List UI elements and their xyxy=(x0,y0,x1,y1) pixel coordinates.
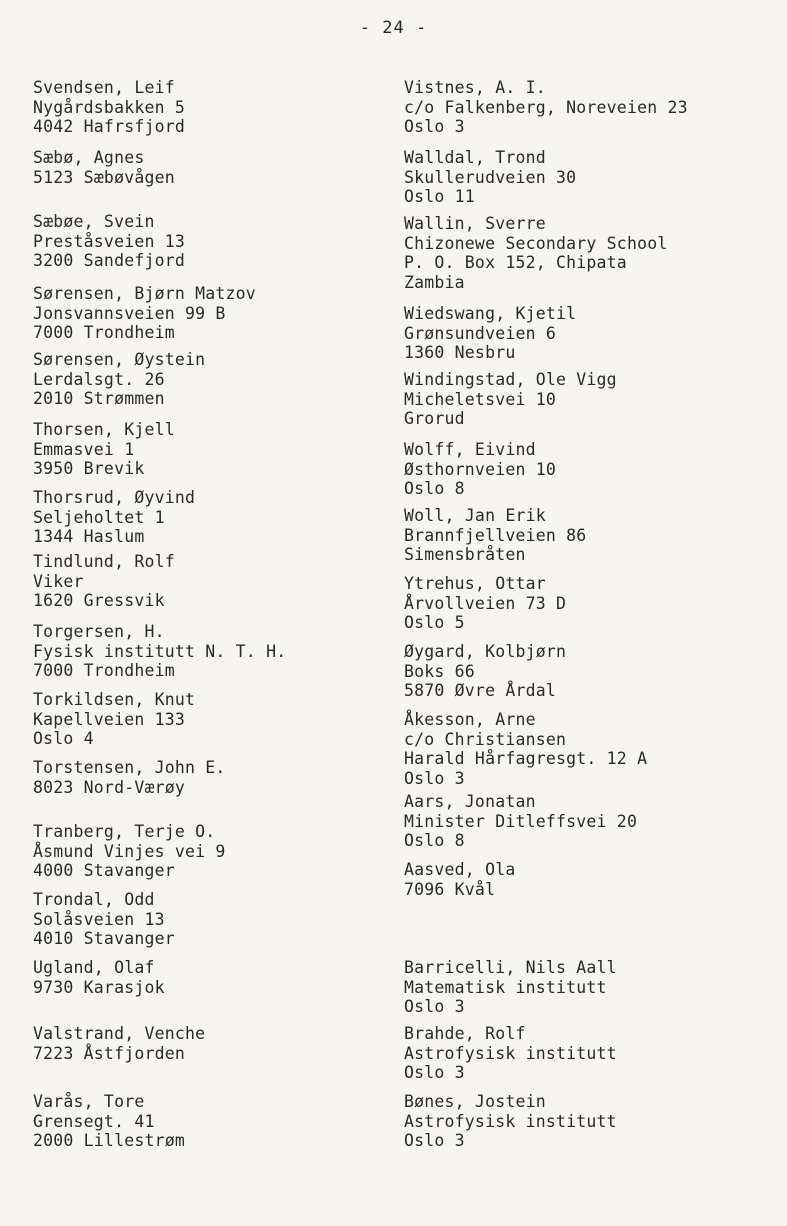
entry-name: Tranberg, Terje O. xyxy=(33,822,216,841)
entry-address-line: P. O. Box 152, Chipata xyxy=(404,253,627,272)
entry-name: Torstensen, John E. xyxy=(33,758,226,777)
entry-address-line: 1344 Haslum xyxy=(33,527,145,546)
entry-address-line: Skullerudveien 30 xyxy=(404,167,577,187)
address-entry xyxy=(404,506,764,565)
entry-address-line: Oslo 8 xyxy=(404,831,465,850)
entry-address-line: c/o Christiansen xyxy=(404,729,567,749)
entry-address-line: Grønsundveien 6 xyxy=(404,323,557,343)
entry-address-line: Brannfjellveien 86 xyxy=(404,525,587,545)
entry-address-line: Chizonewe Secondary School xyxy=(404,233,668,253)
entry-address-line: Matematisk institutt xyxy=(404,977,607,997)
entry-address-line: Årvollveien 73 D xyxy=(404,593,567,613)
entry-name: Thorsrud, Øyvind xyxy=(33,488,196,507)
entry-name: Valstrand, Venche xyxy=(33,1024,206,1043)
entry-name: Wiedswang, Kjetil xyxy=(404,304,577,323)
address-entry xyxy=(33,148,393,187)
entry-name: Brahde, Rolf xyxy=(404,1024,526,1043)
entry-name: Aasved, Ola xyxy=(404,860,516,879)
entry-address-line: Solåsveien 13 xyxy=(33,909,165,929)
address-entry xyxy=(404,370,764,429)
entry-name: Windingstad, Ole Vigg xyxy=(404,370,617,389)
entry-address-line: Harald Hårfagresgt. 12 A xyxy=(404,749,648,768)
page-number: - 24 - xyxy=(359,18,428,38)
address-entry xyxy=(33,488,393,547)
entry-address-line: Grensegt. 41 xyxy=(33,1111,155,1131)
address-entry xyxy=(33,758,393,797)
address-entry xyxy=(33,420,393,479)
address-entry xyxy=(404,642,764,701)
entry-address-line: Oslo 4 xyxy=(33,729,94,748)
address-entry xyxy=(404,440,764,499)
address-entry xyxy=(404,1024,764,1083)
entry-address-line: 4010 Stavanger xyxy=(33,929,175,948)
entry-address-line: 4000 Stavanger xyxy=(33,861,175,880)
entry-address-line: 2010 Strømmen xyxy=(33,389,165,408)
entry-address-line: 1360 Nesbru xyxy=(404,343,516,362)
entry-name: Svendsen, Leif xyxy=(33,78,175,97)
address-entry xyxy=(33,822,393,881)
entry-address-line: Viker xyxy=(33,571,84,591)
entry-name: Åkesson, Arne xyxy=(404,710,536,729)
entry-address-line: 7223 Åstfjorden xyxy=(33,1043,186,1063)
entry-name: Ugland, Olaf xyxy=(33,958,155,977)
entry-name: Wolff, Eivind xyxy=(404,440,536,459)
entry-address-line: Oslo 3 xyxy=(404,1063,465,1082)
entry-name: Barricelli, Nils Aall xyxy=(404,958,617,977)
entry-address-line: Oslo 3 xyxy=(404,1131,465,1150)
entry-address-line: Østhornveien 10 xyxy=(404,459,557,479)
entry-address-line: Oslo 3 xyxy=(404,768,465,788)
entry-address-line: Simensbråten xyxy=(404,545,526,564)
address-entry xyxy=(404,214,764,292)
entry-address-line: 8023 Nord-Værøy xyxy=(33,777,186,797)
entry-address-line: 9730 Karasjok xyxy=(33,977,165,997)
entry-address-line: Boks 66 xyxy=(404,661,475,681)
entry-address-line: Preståsveien 13 xyxy=(33,231,186,251)
address-entry xyxy=(404,1092,764,1151)
address-entry xyxy=(33,284,393,343)
entry-address-line: Seljeholtet 1 xyxy=(33,507,165,527)
entry-address-line: 1620 Gressvik xyxy=(33,591,165,610)
entry-address-line: Oslo 3 xyxy=(404,117,465,136)
entry-name: Sæbøe, Svein xyxy=(33,212,155,231)
entry-address-line: 7000 Trondheim xyxy=(33,661,175,680)
address-entry xyxy=(33,552,393,611)
entry-name: Walldal, Trond xyxy=(404,148,546,167)
address-entry xyxy=(404,792,764,851)
entry-address-line: Oslo 3 xyxy=(404,997,465,1016)
entry-name: Bønes, Jostein xyxy=(404,1092,546,1111)
address-entry xyxy=(33,1024,393,1063)
entry-address-line: 7096 Kvål xyxy=(404,879,496,899)
entry-name: Thorsen, Kjell xyxy=(33,420,175,439)
address-entry xyxy=(33,958,393,997)
address-entry xyxy=(33,690,393,749)
entry-address-line: Kapellveien 133 xyxy=(33,709,186,729)
entry-name: Woll, Jan Erik xyxy=(404,506,546,525)
address-entry xyxy=(33,78,393,137)
address-entry xyxy=(33,622,393,681)
entry-address-line: 7000 Trondheim xyxy=(33,323,175,342)
entry-name: Sæbø, Agnes xyxy=(33,148,145,167)
entry-address-line: c/o Falkenberg, Noreveien 23 xyxy=(404,97,688,117)
entry-name: Torgersen, H. xyxy=(33,622,165,641)
entry-address-line: Lerdalsgt. 26 xyxy=(33,369,165,389)
entry-address-line: Astrofysisk institutt xyxy=(404,1111,617,1131)
entry-name: Ytrehus, Ottar xyxy=(404,574,546,593)
entry-address-line: Emmasvei 1 xyxy=(33,439,135,459)
entry-name: Sørensen, Bjørn Matzov xyxy=(33,284,256,303)
entry-address-line: 4042 Hafrsfjord xyxy=(33,117,186,136)
entry-address-line: Zambia xyxy=(404,272,465,292)
entry-address-line: Fysisk institutt N. T. H. xyxy=(33,641,287,661)
address-entry xyxy=(33,350,393,409)
entry-name: Varås, Tore xyxy=(33,1092,145,1111)
entry-address-line: Oslo 5 xyxy=(404,613,465,632)
entry-address-line: 5870 Øvre Årdal xyxy=(404,681,557,700)
entry-address-line: Åsmund Vinjes vei 9 xyxy=(33,841,226,861)
entry-address-line: Minister Ditleffsvei 20 xyxy=(404,811,638,831)
address-entry xyxy=(404,78,764,137)
entry-name: Wallin, Sverre xyxy=(404,214,546,233)
address-entry xyxy=(33,1092,393,1151)
entry-name: Trondal, Odd xyxy=(33,890,155,909)
entry-address-line: 5123 Sæbøvågen xyxy=(33,167,175,187)
entry-address-line: Grorud xyxy=(404,409,465,428)
entry-address-line: Oslo 8 xyxy=(404,479,465,498)
entry-address-line: Nygårdsbakken 5 xyxy=(33,97,186,117)
address-entry xyxy=(404,148,764,207)
address-entry xyxy=(404,574,764,633)
entry-name: Torkildsen, Knut xyxy=(33,690,196,709)
entry-name: Sørensen, Øystein xyxy=(33,350,206,369)
entry-name: Aars, Jonatan xyxy=(404,792,536,811)
entry-address-line: Micheletsvei 10 xyxy=(404,389,557,409)
address-entry xyxy=(404,304,764,363)
entry-address-line: Oslo 11 xyxy=(404,187,475,206)
entry-name: Øygard, Kolbjørn xyxy=(404,642,567,661)
entry-address-line: Jonsvannsveien 99 B xyxy=(33,303,226,323)
address-entry xyxy=(404,860,764,899)
entry-address-line: 3200 Sandefjord xyxy=(33,251,186,270)
entry-address-line: 2000 Lillestrøm xyxy=(33,1131,186,1150)
entry-name: Vistnes, A. I. xyxy=(404,78,546,97)
entry-name: Tindlund, Rolf xyxy=(33,552,175,571)
entry-address-line: Astrofysisk institutt xyxy=(404,1043,617,1063)
address-entry xyxy=(33,212,393,271)
address-entry xyxy=(33,890,393,949)
entry-address-line: 3950 Brevik xyxy=(33,459,145,478)
address-entry xyxy=(404,958,764,1017)
address-entry xyxy=(404,710,764,788)
